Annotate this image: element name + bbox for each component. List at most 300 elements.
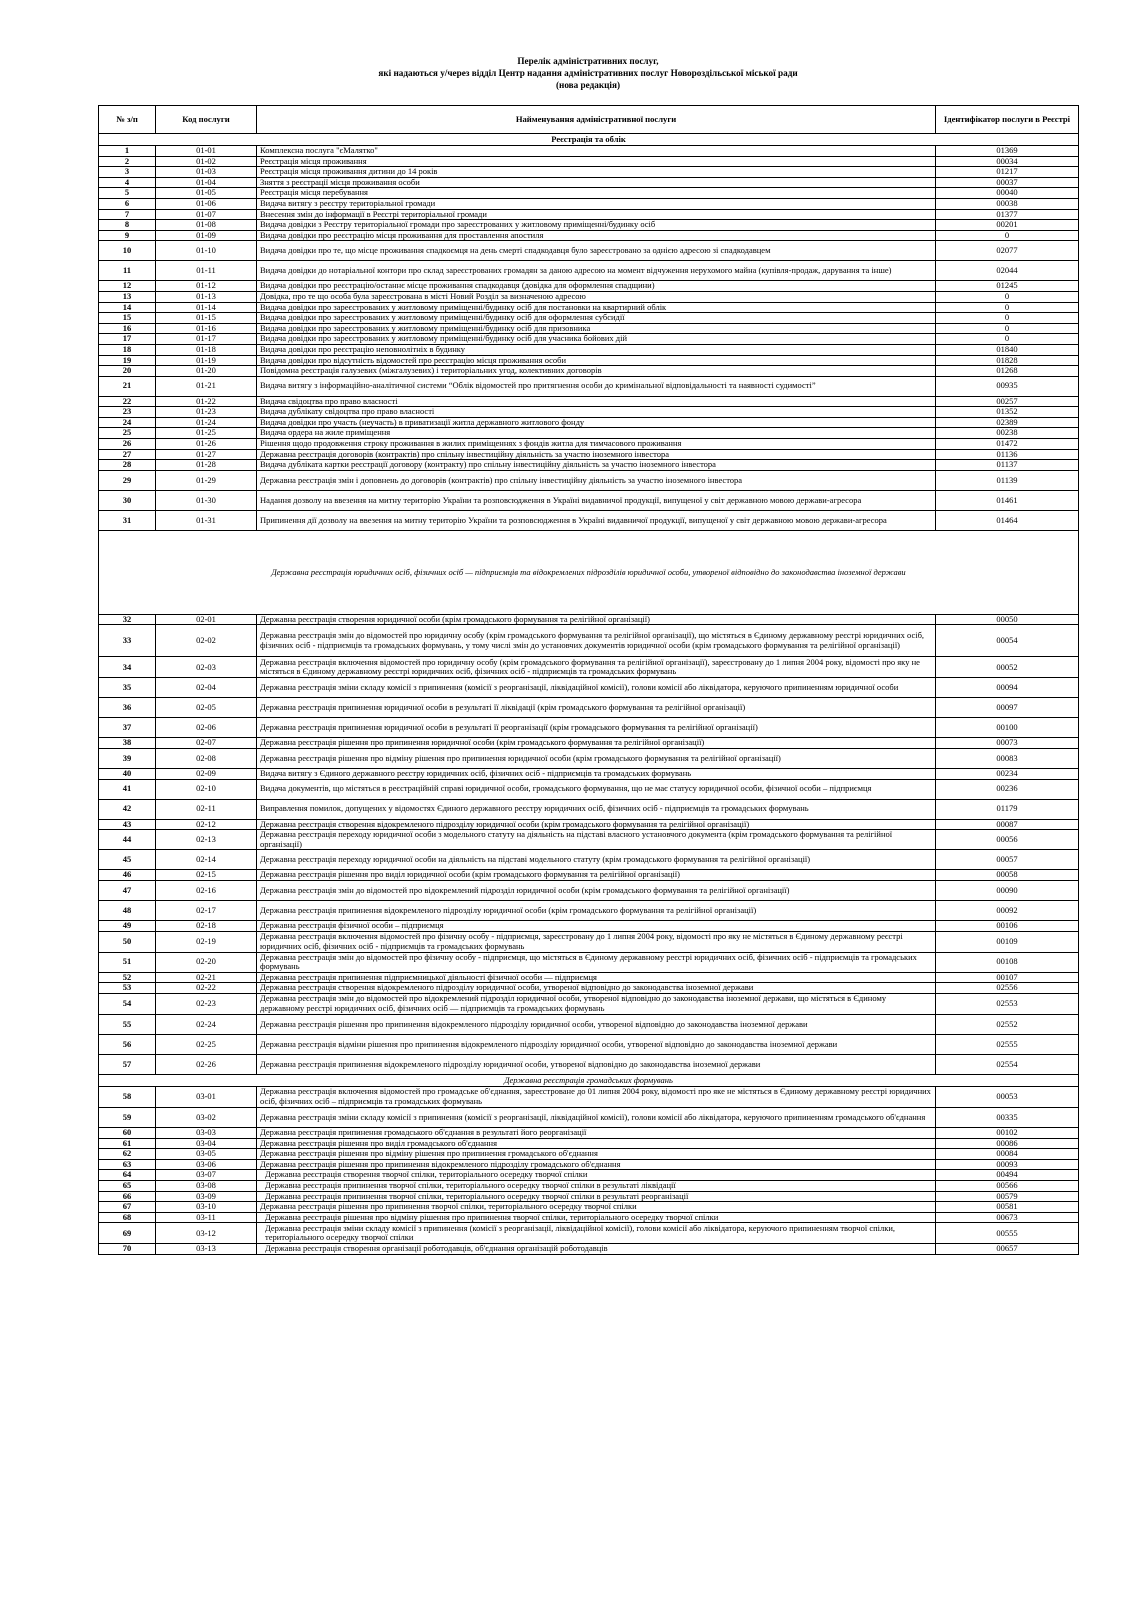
table-row <box>99 220 1079 231</box>
title-line-2: які надаються у/через відділ Центр надання адміністративних послуг Новороздільської міської ради <box>378 68 798 78</box>
registry-id: 01840 <box>936 344 1079 355</box>
service-name: Видача довідки про реєстрацію місця проживання для проставлення апостиля <box>257 230 936 241</box>
table-row <box>99 1202 1079 1213</box>
row-number: 33 <box>99 625 156 657</box>
row-number: 40 <box>99 769 156 780</box>
service-name: Державна реєстрація створення творчої спілки, територіального осередку творчої спілки <box>257 1170 936 1181</box>
table-body <box>99 134 1079 1255</box>
service-code: 01-21 <box>156 376 257 396</box>
service-code: 02-01 <box>156 614 257 625</box>
service-name: Видача довідки про участь (неучасть) в приватизації житла державного житлового фонду <box>257 417 936 428</box>
service-code: 01-27 <box>156 449 257 460</box>
service-code: 01-07 <box>156 209 257 220</box>
registry-id: 00054 <box>936 625 1079 657</box>
row-number: 29 <box>99 470 156 490</box>
service-name: Видача довідки про зареєстрованих у житловому приміщенні/будинку осіб для оформлення субсидії <box>257 313 936 324</box>
service-code: 01-15 <box>156 313 257 324</box>
registry-id: 00102 <box>936 1127 1079 1138</box>
section-header-row <box>99 530 1079 614</box>
registry-id: 02556 <box>936 983 1079 994</box>
row-number: 16 <box>99 323 156 334</box>
service-code: 02-21 <box>156 972 257 983</box>
row-number: 34 <box>99 657 156 678</box>
registry-id: 00084 <box>936 1149 1079 1160</box>
service-code: 01-04 <box>156 177 257 188</box>
table-row <box>99 983 1079 994</box>
service-code: 03-12 <box>156 1223 257 1244</box>
service-name: Державна реєстрація створення організації роботодавців, об'єднання організацій роботодавців <box>257 1244 936 1255</box>
service-code: 02-22 <box>156 983 257 994</box>
service-name: Державна реєстрація змін до відомостей про відокремлений підрозділ юридичної особи, утвореної відповідно до законодавства іноземної держави, що містяться в Єдиному державному реєстрі юридичних осіб, фізичних осіб — підприємців та громадських формувань <box>257 993 936 1014</box>
service-name: Надання дозволу на ввезення на митну територію України та розповсюдження в Україні видавничої продукції, випущеної у світ державною мовою держави-агресора <box>257 490 936 510</box>
service-code: 01-20 <box>156 366 257 377</box>
row-number: 14 <box>99 302 156 313</box>
registry-id: 0 <box>936 302 1079 313</box>
row-number: 52 <box>99 972 156 983</box>
registry-id: 00086 <box>936 1138 1079 1149</box>
registry-id: 00201 <box>936 220 1079 231</box>
table-row <box>99 931 1079 952</box>
table-row <box>99 146 1079 157</box>
service-name: Реєстрація місця перебування <box>257 188 936 199</box>
registry-id: 01377 <box>936 209 1079 220</box>
registry-id: 0 <box>936 313 1079 324</box>
registry-id: 01245 <box>936 281 1079 292</box>
service-code: 02-12 <box>156 819 257 830</box>
registry-id: 00935 <box>936 376 1079 396</box>
table-row <box>99 614 1079 625</box>
service-code: 02-13 <box>156 830 257 850</box>
table-row <box>99 344 1079 355</box>
registry-id: 01461 <box>936 490 1079 510</box>
service-code: 02-25 <box>156 1034 257 1054</box>
service-name: Державна реєстрація рішення про припинення відокремленого підрозділу громадського об'єднання <box>257 1159 936 1170</box>
row-number: 41 <box>99 779 156 799</box>
service-name: Реєстрація місця проживання <box>257 156 936 167</box>
table-row <box>99 355 1079 366</box>
registry-id: 00257 <box>936 396 1079 407</box>
service-name: Видача довідки про зареєстрованих у житловому приміщенні/будинку осіб для постановки на квартирний облік <box>257 302 936 313</box>
registry-id: 00094 <box>936 678 1079 698</box>
row-number: 13 <box>99 291 156 302</box>
registry-id: 00058 <box>936 870 1079 881</box>
service-name: Рішення щодо продовження строку проживання в жилих приміщеннях з фондів житла для тимчасового проживання <box>257 439 936 450</box>
table-row <box>99 1223 1079 1244</box>
service-code: 03-04 <box>156 1138 257 1149</box>
row-number: 38 <box>99 738 156 749</box>
service-code: 03-03 <box>156 1127 257 1138</box>
service-name: Видача витягу з Єдиного державного реєстру юридичних осіб, фізичних осіб - підприємців та громадських формувань <box>257 769 936 780</box>
table-row <box>99 407 1079 418</box>
service-name: Державна реєстрація рішення про припинення юридичної особи (крім громадського формування та релігійної організації) <box>257 738 936 749</box>
table-header-row <box>99 106 1079 134</box>
service-code: 01-05 <box>156 188 257 199</box>
service-code: 03-08 <box>156 1180 257 1191</box>
registry-id: 00087 <box>936 819 1079 830</box>
service-code: 01-10 <box>156 241 257 261</box>
registry-id: 00100 <box>936 718 1079 738</box>
table-row <box>99 167 1079 178</box>
service-code: 02-20 <box>156 952 257 972</box>
registry-id: 00053 <box>936 1086 1079 1107</box>
row-number: 23 <box>99 407 156 418</box>
service-name: Державна реєстрація припинення громадського об'єднання в результаті його реорганізації <box>257 1127 936 1138</box>
table-row <box>99 1086 1079 1107</box>
row-number: 22 <box>99 396 156 407</box>
registry-id: 0 <box>936 291 1079 302</box>
service-name: Державна реєстрація переходу юридичної особи на діяльність на підставі модельного статуту (крім громадського формування та релігійної організації) <box>257 850 936 870</box>
registry-id: 00093 <box>936 1159 1079 1170</box>
service-name: Державна реєстрація змін і доповнень до договорів (контрактів) про спільну інвестиційну діяльність за участю іноземного інвестора <box>257 470 936 490</box>
registry-id: 01369 <box>936 146 1079 157</box>
registry-id: 02554 <box>936 1054 1079 1074</box>
row-number: 9 <box>99 230 156 241</box>
service-name: Державна реєстрація припинення творчої спілки, територіального осередку творчої спілки в результаті ліквідації <box>257 1180 936 1191</box>
table-row <box>99 678 1079 698</box>
row-number: 8 <box>99 220 156 231</box>
service-code: 01-03 <box>156 167 257 178</box>
row-number: 61 <box>99 1138 156 1149</box>
row-number: 10 <box>99 241 156 261</box>
service-code: 01-13 <box>156 291 257 302</box>
service-name: Зняття з реєстрації місця проживання особи <box>257 177 936 188</box>
table-row <box>99 1212 1079 1223</box>
service-name: Державна реєстрація зміни складу комісії з припинення (комісії з реорганізації, ліквідаційної комісії), голови комісії або ліквідатора, керуючого припиненням громадського об'єднання <box>257 1107 936 1127</box>
row-number: 54 <box>99 993 156 1014</box>
row-number: 48 <box>99 901 156 921</box>
service-code: 01-02 <box>156 156 257 167</box>
row-number: 56 <box>99 1034 156 1054</box>
service-name: Державна реєстрація включення відомостей про фізичну особу - підприємця, зареєстровану до 1 липня 2004 року, відомості про яку не містяться в Єдиному державному реєстрі юридичних осіб, фізичних осіб - підприємців та громадських формувань <box>257 931 936 952</box>
service-name: Державна реєстрація договорів (контрактів) про спільну інвестиційну діяльність за участю іноземного інвестора <box>257 449 936 460</box>
service-code: 03-11 <box>156 1212 257 1223</box>
service-code: 03-02 <box>156 1107 257 1127</box>
registry-id: 00057 <box>936 850 1079 870</box>
row-number: 69 <box>99 1223 156 1244</box>
row-number: 26 <box>99 439 156 450</box>
service-name: Видача витягу з інформаційно-аналітичної системи “Облік відомостей про притягнення особи до кримінальної відповідальності та наявності судимості” <box>257 376 936 396</box>
table-row <box>99 901 1079 921</box>
title-line-3: (нова редакція) <box>555 80 621 90</box>
table-row <box>99 1138 1079 1149</box>
service-name: Державна реєстрація рішення про виділ юридичної особи (крім громадського формування та релігійної організації) <box>257 870 936 881</box>
table-row <box>99 1014 1079 1034</box>
row-number: 65 <box>99 1180 156 1191</box>
service-name: Державна реєстрація включення відомостей про юридичну особу (крім громадського формування та релігійної організації), зареєстровану до 1 липня 2004 року, відомості про яку не містяться в Єдиному державному реєстрі юридичних осіб, фізичних осіб - підприємців та громадських формувань <box>257 657 936 678</box>
registry-id: 00236 <box>936 779 1079 799</box>
service-code: 02-16 <box>156 881 257 901</box>
registry-id: 00052 <box>936 657 1079 678</box>
row-number: 4 <box>99 177 156 188</box>
service-code: 01-23 <box>156 407 257 418</box>
service-code: 02-24 <box>156 1014 257 1034</box>
service-code: 02-10 <box>156 779 257 799</box>
row-number: 46 <box>99 870 156 881</box>
service-code: 02-18 <box>156 921 257 932</box>
table-row <box>99 302 1079 313</box>
service-code: 01-01 <box>156 146 257 157</box>
service-name: Реєстрація місця проживання дитини до 14 років <box>257 167 936 178</box>
table-row <box>99 972 1079 983</box>
registry-id: 00581 <box>936 1202 1079 1213</box>
service-code: 01-28 <box>156 460 257 471</box>
section-header-row <box>99 134 1079 146</box>
service-code: 01-17 <box>156 334 257 345</box>
registry-id: 01464 <box>936 510 1079 530</box>
service-name: Видача довідки до нотаріальної контори про склад зареєстрованих громадян за даною адресою на момент відчуження нерухомого майна (купівля-продаж, дарування та інше) <box>257 261 936 281</box>
service-name: Державна реєстрація рішення про припинення творчої спілки, територіального осередку творчої спілки <box>257 1202 936 1213</box>
row-number: 63 <box>99 1159 156 1170</box>
table-row <box>99 323 1079 334</box>
service-name: Державна реєстрація рішення про відміну рішення про припинення громадського об'єднання <box>257 1149 936 1160</box>
row-number: 45 <box>99 850 156 870</box>
service-code: 01-09 <box>156 230 257 241</box>
service-name: Державна реєстрація припинення відокремленого підрозділу юридичної особи (крім громадського формування та релігійної організації) <box>257 901 936 921</box>
service-name: Державна реєстрація рішення про припинення відокремленого підрозділу юридичної особи, утвореної відповідно до законодавства іноземної держави <box>257 1014 936 1034</box>
table-row <box>99 291 1079 302</box>
row-number: 30 <box>99 490 156 510</box>
table-row <box>99 313 1079 324</box>
registry-id: 00056 <box>936 830 1079 850</box>
service-code: 01-26 <box>156 439 257 450</box>
service-code: 02-05 <box>156 698 257 718</box>
service-code: 03-01 <box>156 1086 257 1107</box>
service-name: Видача довідки про реєстрацію/останнє місце проживання спадкодавця (довідка для оформлення спадщини) <box>257 281 936 292</box>
table-row <box>99 1107 1079 1127</box>
service-code: 01-29 <box>156 470 257 490</box>
table-row <box>99 1191 1079 1202</box>
table-row <box>99 449 1079 460</box>
service-code: 03-05 <box>156 1149 257 1160</box>
registry-id: 01472 <box>936 439 1079 450</box>
table-row <box>99 881 1079 901</box>
service-code: 02-03 <box>156 657 257 678</box>
registry-id: 0 <box>936 323 1079 334</box>
row-number: 35 <box>99 678 156 698</box>
table-row <box>99 396 1079 407</box>
table-row <box>99 850 1079 870</box>
service-name: Видача ордера на жиле приміщення <box>257 428 936 439</box>
table-row <box>99 261 1079 281</box>
table-row <box>99 470 1079 490</box>
table-row <box>99 698 1079 718</box>
service-name: Державна реєстрація включення відомостей про громадське об'єднання, зареєстроване до 01 липня 2004 року, відомості про яке не містяться в Єдиному державному реєстрі юридичних осіб, фізичних осіб – підприємців та громадських формувань <box>257 1086 936 1107</box>
service-code: 02-11 <box>156 799 257 819</box>
table-row <box>99 738 1079 749</box>
table-row <box>99 769 1079 780</box>
row-number: 44 <box>99 830 156 850</box>
service-name: Державна реєстрація переходу юридичної особи з модельного статуту на діяльність на підставі власного установчого документа (крім громадського формування та релігійної організації) <box>257 830 936 850</box>
service-name: Державна реєстрація фізичної особи – підприємця <box>257 921 936 932</box>
service-name: Видача дублікату свідоцтва про право власності <box>257 407 936 418</box>
row-number: 15 <box>99 313 156 324</box>
table-row <box>99 1127 1079 1138</box>
row-number: 27 <box>99 449 156 460</box>
row-number: 24 <box>99 417 156 428</box>
service-code: 03-13 <box>156 1244 257 1255</box>
table-row <box>99 439 1079 450</box>
registry-id: 01217 <box>936 167 1079 178</box>
service-code: 01-06 <box>156 198 257 209</box>
section-title: Державна реєстрація громадських формувань <box>99 1074 1079 1086</box>
row-number: 59 <box>99 1107 156 1127</box>
registry-id: 00040 <box>936 188 1079 199</box>
row-number: 47 <box>99 881 156 901</box>
table-row <box>99 1159 1079 1170</box>
registry-id: 00579 <box>936 1191 1079 1202</box>
table-row <box>99 230 1079 241</box>
row-number: 2 <box>99 156 156 167</box>
registry-id: 00083 <box>936 749 1079 769</box>
registry-id: 00092 <box>936 901 1079 921</box>
service-code: 01-19 <box>156 355 257 366</box>
row-number: 58 <box>99 1086 156 1107</box>
table-row <box>99 952 1079 972</box>
registry-id: 0 <box>936 230 1079 241</box>
table-row <box>99 819 1079 830</box>
service-name: Видача довідки про відсутність відомостей про реєстрацію місця проживання особи <box>257 355 936 366</box>
service-code: 02-04 <box>156 678 257 698</box>
service-name: Внесення змін до інформації в Реєстрі територіальної громади <box>257 209 936 220</box>
registry-id: 00097 <box>936 698 1079 718</box>
registry-id: 00034 <box>936 156 1079 167</box>
table-row <box>99 1054 1079 1074</box>
row-number: 36 <box>99 698 156 718</box>
service-code: 01-14 <box>156 302 257 313</box>
table-row <box>99 779 1079 799</box>
row-number: 42 <box>99 799 156 819</box>
registry-id: 00657 <box>936 1244 1079 1255</box>
row-number: 67 <box>99 1202 156 1213</box>
service-code: 02-07 <box>156 738 257 749</box>
row-number: 1 <box>99 146 156 157</box>
registry-id: 01268 <box>936 366 1079 377</box>
row-number: 28 <box>99 460 156 471</box>
service-name: Видача довідки про зареєстрованих у житловому приміщенні/будинку осіб для призовника <box>257 323 936 334</box>
registry-id: 00073 <box>936 738 1079 749</box>
registry-id: 00050 <box>936 614 1079 625</box>
registry-id: 0 <box>936 334 1079 345</box>
row-number: 60 <box>99 1127 156 1138</box>
service-name: Видача довідки з Реєстру територіальної громади про зареєстрованих у житловому приміщенні/будинку осіб <box>257 220 936 231</box>
row-number: 6 <box>99 198 156 209</box>
row-number: 53 <box>99 983 156 994</box>
title-line-1: Перелік адміністративних послуг, <box>517 56 659 66</box>
service-name: Державна реєстрація припинення юридичної особи в результаті її ліквідації (крім громадського формування та релігійної організації) <box>257 698 936 718</box>
service-code: 01-18 <box>156 344 257 355</box>
row-number: 3 <box>99 167 156 178</box>
table-row <box>99 1170 1079 1181</box>
registry-id: 02553 <box>936 993 1079 1014</box>
table-row <box>99 1149 1079 1160</box>
service-code: 02-15 <box>156 870 257 881</box>
table-row <box>99 1180 1079 1191</box>
registry-id: 00107 <box>936 972 1079 983</box>
service-name: Державна реєстрація припинення підприємницької діяльності фізичної особи — підприємця <box>257 972 936 983</box>
registry-id: 01352 <box>936 407 1079 418</box>
row-number: 37 <box>99 718 156 738</box>
service-code: 03-09 <box>156 1191 257 1202</box>
service-name: Довідка, про те що особа була зареєстрована в місті Новий Розділ за визначеною адресою <box>257 291 936 302</box>
table-row <box>99 156 1079 167</box>
service-code: 02-06 <box>156 718 257 738</box>
table-row <box>99 209 1079 220</box>
service-name: Державна реєстрація зміни складу комісії з припинення (комісії з реорганізації, ліквідаційної комісії), голови комісії або ліквідатора, керуючого припиненням юридичної особи <box>257 678 936 698</box>
row-number: 68 <box>99 1212 156 1223</box>
registry-id: 00555 <box>936 1223 1079 1244</box>
table-row <box>99 198 1079 209</box>
service-name: Виправлення помилок, допущених у відомостях Єдиного державного реєстру юридичних осіб, фізичних осіб - підприємців та громадських формувань <box>257 799 936 819</box>
registry-id: 00038 <box>936 198 1079 209</box>
registry-id: 02555 <box>936 1034 1079 1054</box>
service-code: 02-09 <box>156 769 257 780</box>
table-row <box>99 460 1079 471</box>
service-code: 01-12 <box>156 281 257 292</box>
row-number: 5 <box>99 188 156 199</box>
service-code: 02-19 <box>156 931 257 952</box>
service-name: Видача свідоцтва про право власності <box>257 396 936 407</box>
table-row <box>99 993 1079 1014</box>
table-row <box>99 510 1079 530</box>
service-code: 03-07 <box>156 1170 257 1181</box>
row-number: 18 <box>99 344 156 355</box>
table-row <box>99 799 1079 819</box>
registry-id: 02389 <box>936 417 1079 428</box>
service-name: Припинення дії дозволу на ввезення на митну територію України та розповсюдження в Україні видавничої продукції, випущеної у світ державною мовою держави-агресора <box>257 510 936 530</box>
registry-id: 00037 <box>936 177 1079 188</box>
table-row <box>99 625 1079 657</box>
registry-id: 00494 <box>936 1170 1079 1181</box>
table-row <box>99 490 1079 510</box>
row-number: 25 <box>99 428 156 439</box>
registry-id: 01828 <box>936 355 1079 366</box>
service-code: 02-23 <box>156 993 257 1014</box>
table-row <box>99 1034 1079 1054</box>
row-number: 17 <box>99 334 156 345</box>
table-row <box>99 241 1079 261</box>
service-code: 02-08 <box>156 749 257 769</box>
service-code: 01-22 <box>156 396 257 407</box>
row-number: 31 <box>99 510 156 530</box>
column-header-id: Ідентифікатор послуги в Реєстрі <box>936 106 1079 134</box>
table-row <box>99 1244 1079 1255</box>
column-header-code: Код послуги <box>156 106 257 134</box>
registry-id: 01139 <box>936 470 1079 490</box>
row-number: 49 <box>99 921 156 932</box>
service-code: 03-06 <box>156 1159 257 1170</box>
table-row <box>99 366 1079 377</box>
service-name: Державна реєстрація припинення творчої спілки, територіального осередку творчої спілки в результаті реорганізації <box>257 1191 936 1202</box>
row-number: 55 <box>99 1014 156 1034</box>
service-name: Видача документів, що містяться в реєстраційній справі юридичної особи, громадського формування, що не має статусу юридичної особи, фізичної особи – підприємця <box>257 779 936 799</box>
service-name: Комплексна послуга "єМалятко" <box>257 146 936 157</box>
section-header-row <box>99 1074 1079 1086</box>
registry-id: 01179 <box>936 799 1079 819</box>
table-row <box>99 417 1079 428</box>
row-number: 62 <box>99 1149 156 1160</box>
service-name: Видача дубліката картки реєстрації договору (контракту) про спільну інвестиційну діяльність за участю іноземного інвестора <box>257 460 936 471</box>
table-row <box>99 428 1079 439</box>
service-name: Державна реєстрація створення відокремленого підрозділу юридичної особи, утвореної відповідно до законодавства іноземної держави <box>257 983 936 994</box>
table-row <box>99 657 1079 678</box>
service-name: Державна реєстрація рішення про відміну рішення про припинення творчої спілки, територіального осередку творчої спілки <box>257 1212 936 1223</box>
service-name: Видача витягу з реєстру територіальної громади <box>257 198 936 209</box>
service-code: 02-26 <box>156 1054 257 1074</box>
registry-id: 01136 <box>936 449 1079 460</box>
service-name: Державна реєстрація припинення юридичної особи в результаті її реорганізації (крім громадського формування та релігійної організації) <box>257 718 936 738</box>
service-name: Державна реєстрація змін до відомостей про відокремлений підрозділ юридичної особи (крім громадського формування та релігійної організації) <box>257 881 936 901</box>
service-code: 01-11 <box>156 261 257 281</box>
